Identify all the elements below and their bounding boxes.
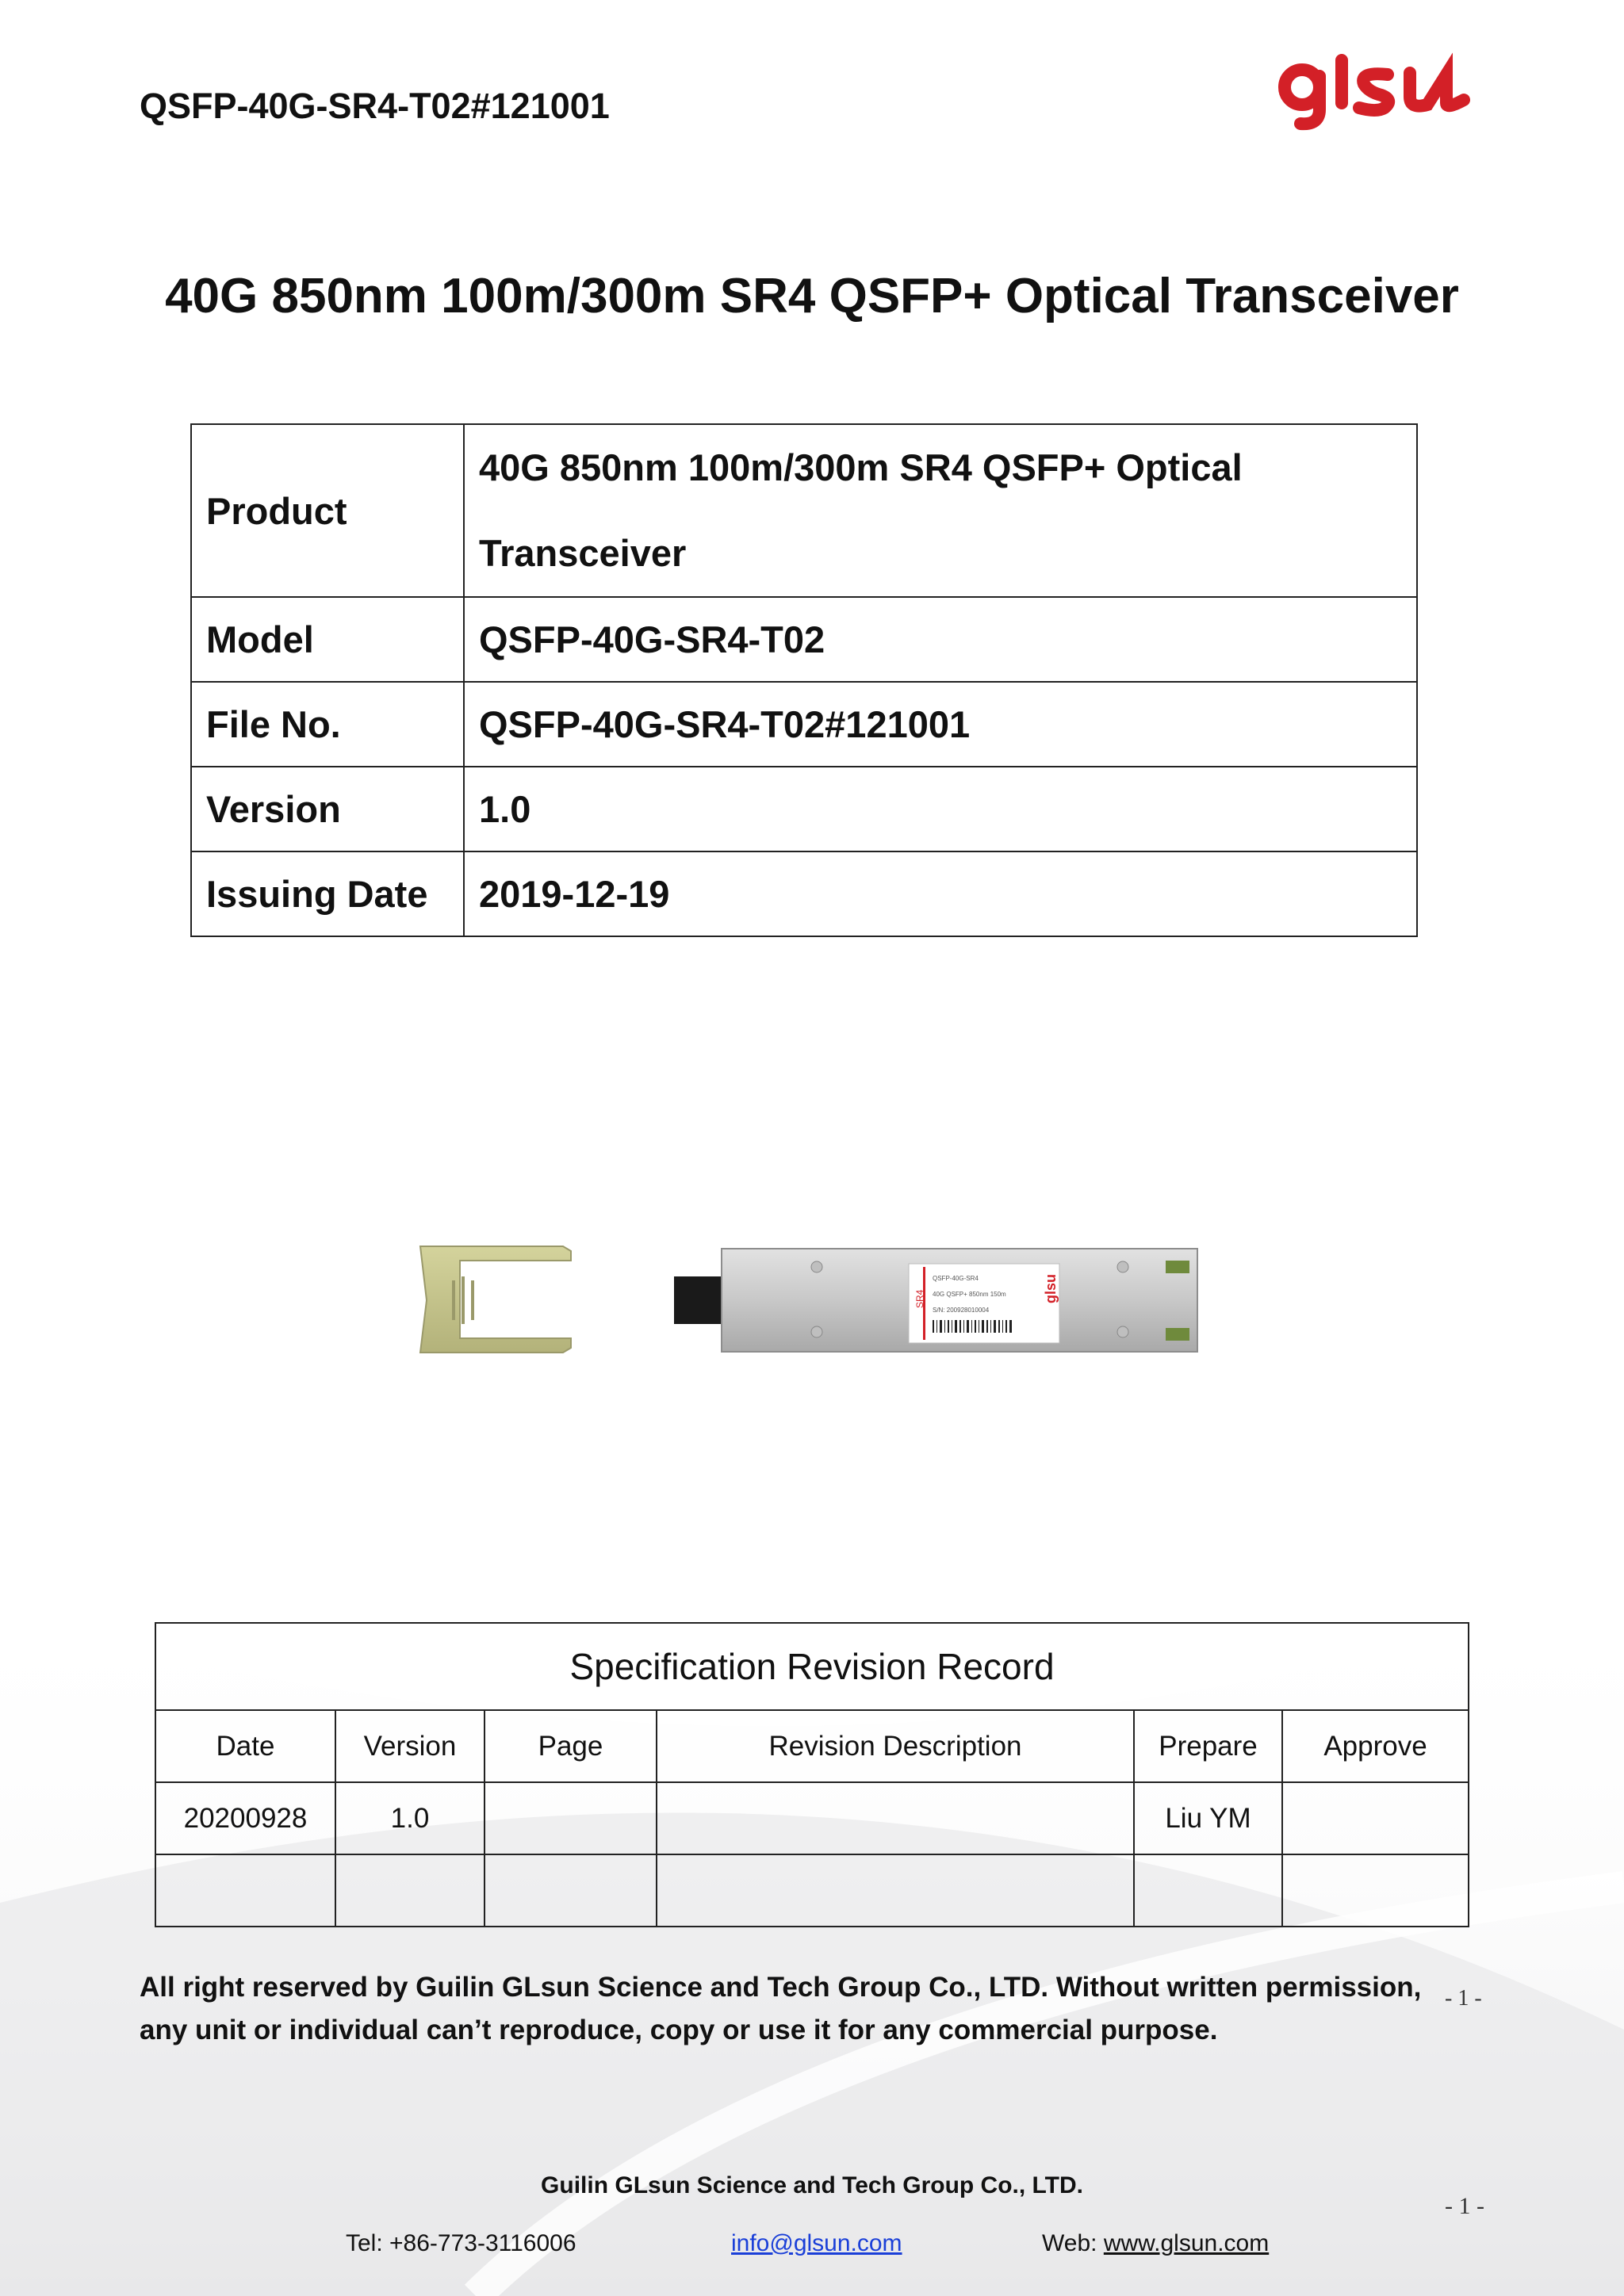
product-info-table <box>190 423 1418 937</box>
info-value-line: 40G 850nm 100m/300m SR4 QSFP+ Optical <box>479 446 1243 488</box>
table-cell <box>1134 1854 1282 1927</box>
barcode <box>933 1320 1012 1333</box>
table-cell <box>657 1782 1134 1854</box>
header-file-number: QSFP-40G-SR4-T02#121001 <box>140 86 610 126</box>
footer-company: Guilin GLsun Science and Tech Group Co., LTD. <box>541 2172 1083 2198</box>
label-line: QSFP-40G-SR4 <box>933 1275 979 1282</box>
table-cell <box>485 1782 657 1854</box>
col-header: Date <box>155 1710 335 1782</box>
transceiver-product-image <box>412 1205 1205 1387</box>
revision-title: Specification Revision Record <box>155 1623 1469 1710</box>
info-row-version <box>191 767 1417 851</box>
table-cell <box>657 1854 1134 1927</box>
label-side-tag: SR4 <box>914 1289 925 1308</box>
info-label: Version <box>191 767 464 851</box>
info-value: 1.0 <box>464 767 1417 851</box>
table-row <box>155 1782 1469 1854</box>
revision-title-row <box>155 1623 1469 1710</box>
info-label: Issuing Date <box>191 851 464 936</box>
col-header: Approve <box>1282 1710 1469 1782</box>
info-row-file-no <box>191 682 1417 767</box>
table-cell <box>1282 1782 1469 1854</box>
info-value: QSFP-40G-SR4-T02#121001 <box>464 682 1417 767</box>
col-header: Revision Description <box>657 1710 1134 1782</box>
table-cell: 20200928 <box>155 1782 335 1854</box>
footer-web-link[interactable]: www.glsun.com <box>1103 2230 1270 2256</box>
footer-web-label: Web: <box>1042 2230 1104 2256</box>
footer-website <box>1042 2230 1269 2257</box>
col-header: Version <box>335 1710 485 1782</box>
glsun-logo <box>1277 52 1483 132</box>
table-cell: Liu YM <box>1134 1782 1282 1854</box>
info-value: QSFP-40G-SR4-T02 <box>464 597 1417 682</box>
info-label: Product <box>191 424 464 597</box>
table-cell: 1.0 <box>335 1782 485 1854</box>
revision-record-table <box>155 1622 1469 1927</box>
footer-email-link[interactable]: info@glsun.com <box>731 2230 902 2256</box>
info-label: Model <box>191 597 464 682</box>
document-title: 40G 850nm 100m/300m SR4 QSFP+ Optical Transceiver <box>165 269 1459 323</box>
label-brand: glsu <box>1043 1273 1059 1303</box>
col-header: Page <box>485 1710 657 1782</box>
table-cell <box>335 1854 485 1927</box>
info-value-line: Transceiver <box>479 532 687 574</box>
footer-telephone: Tel: +86-773-3116006 <box>346 2230 576 2256</box>
table-cell <box>485 1854 657 1927</box>
info-row-product <box>191 424 1417 597</box>
label-line: 40G QSFP+ 850nm 150m <box>933 1291 1006 1298</box>
info-row-model <box>191 597 1417 682</box>
col-header: Prepare <box>1134 1710 1282 1782</box>
info-label: File No. <box>191 682 464 767</box>
table-row <box>155 1854 1469 1927</box>
table-cell <box>155 1854 335 1927</box>
info-value <box>464 424 1417 597</box>
label-line: S/N: 200928010004 <box>933 1307 990 1314</box>
copyright-line: any unit or individual can’t reproduce, copy or use it for any commercial purpose. <box>140 2015 1218 2045</box>
info-row-issuing-date <box>191 851 1417 936</box>
table-cell <box>1282 1854 1469 1927</box>
revision-header-row <box>155 1710 1469 1782</box>
info-value: 2019-12-19 <box>464 851 1417 936</box>
page-number-ghost: - 1 - <box>1445 1986 1482 2011</box>
copyright-line: All right reserved by Guilin GLsun Science and Tech Group Co., LTD. Without written permission, <box>140 1972 1422 2003</box>
page-number: - 1 - <box>1445 2193 1484 2219</box>
copyright-notice <box>140 1966 1488 2052</box>
